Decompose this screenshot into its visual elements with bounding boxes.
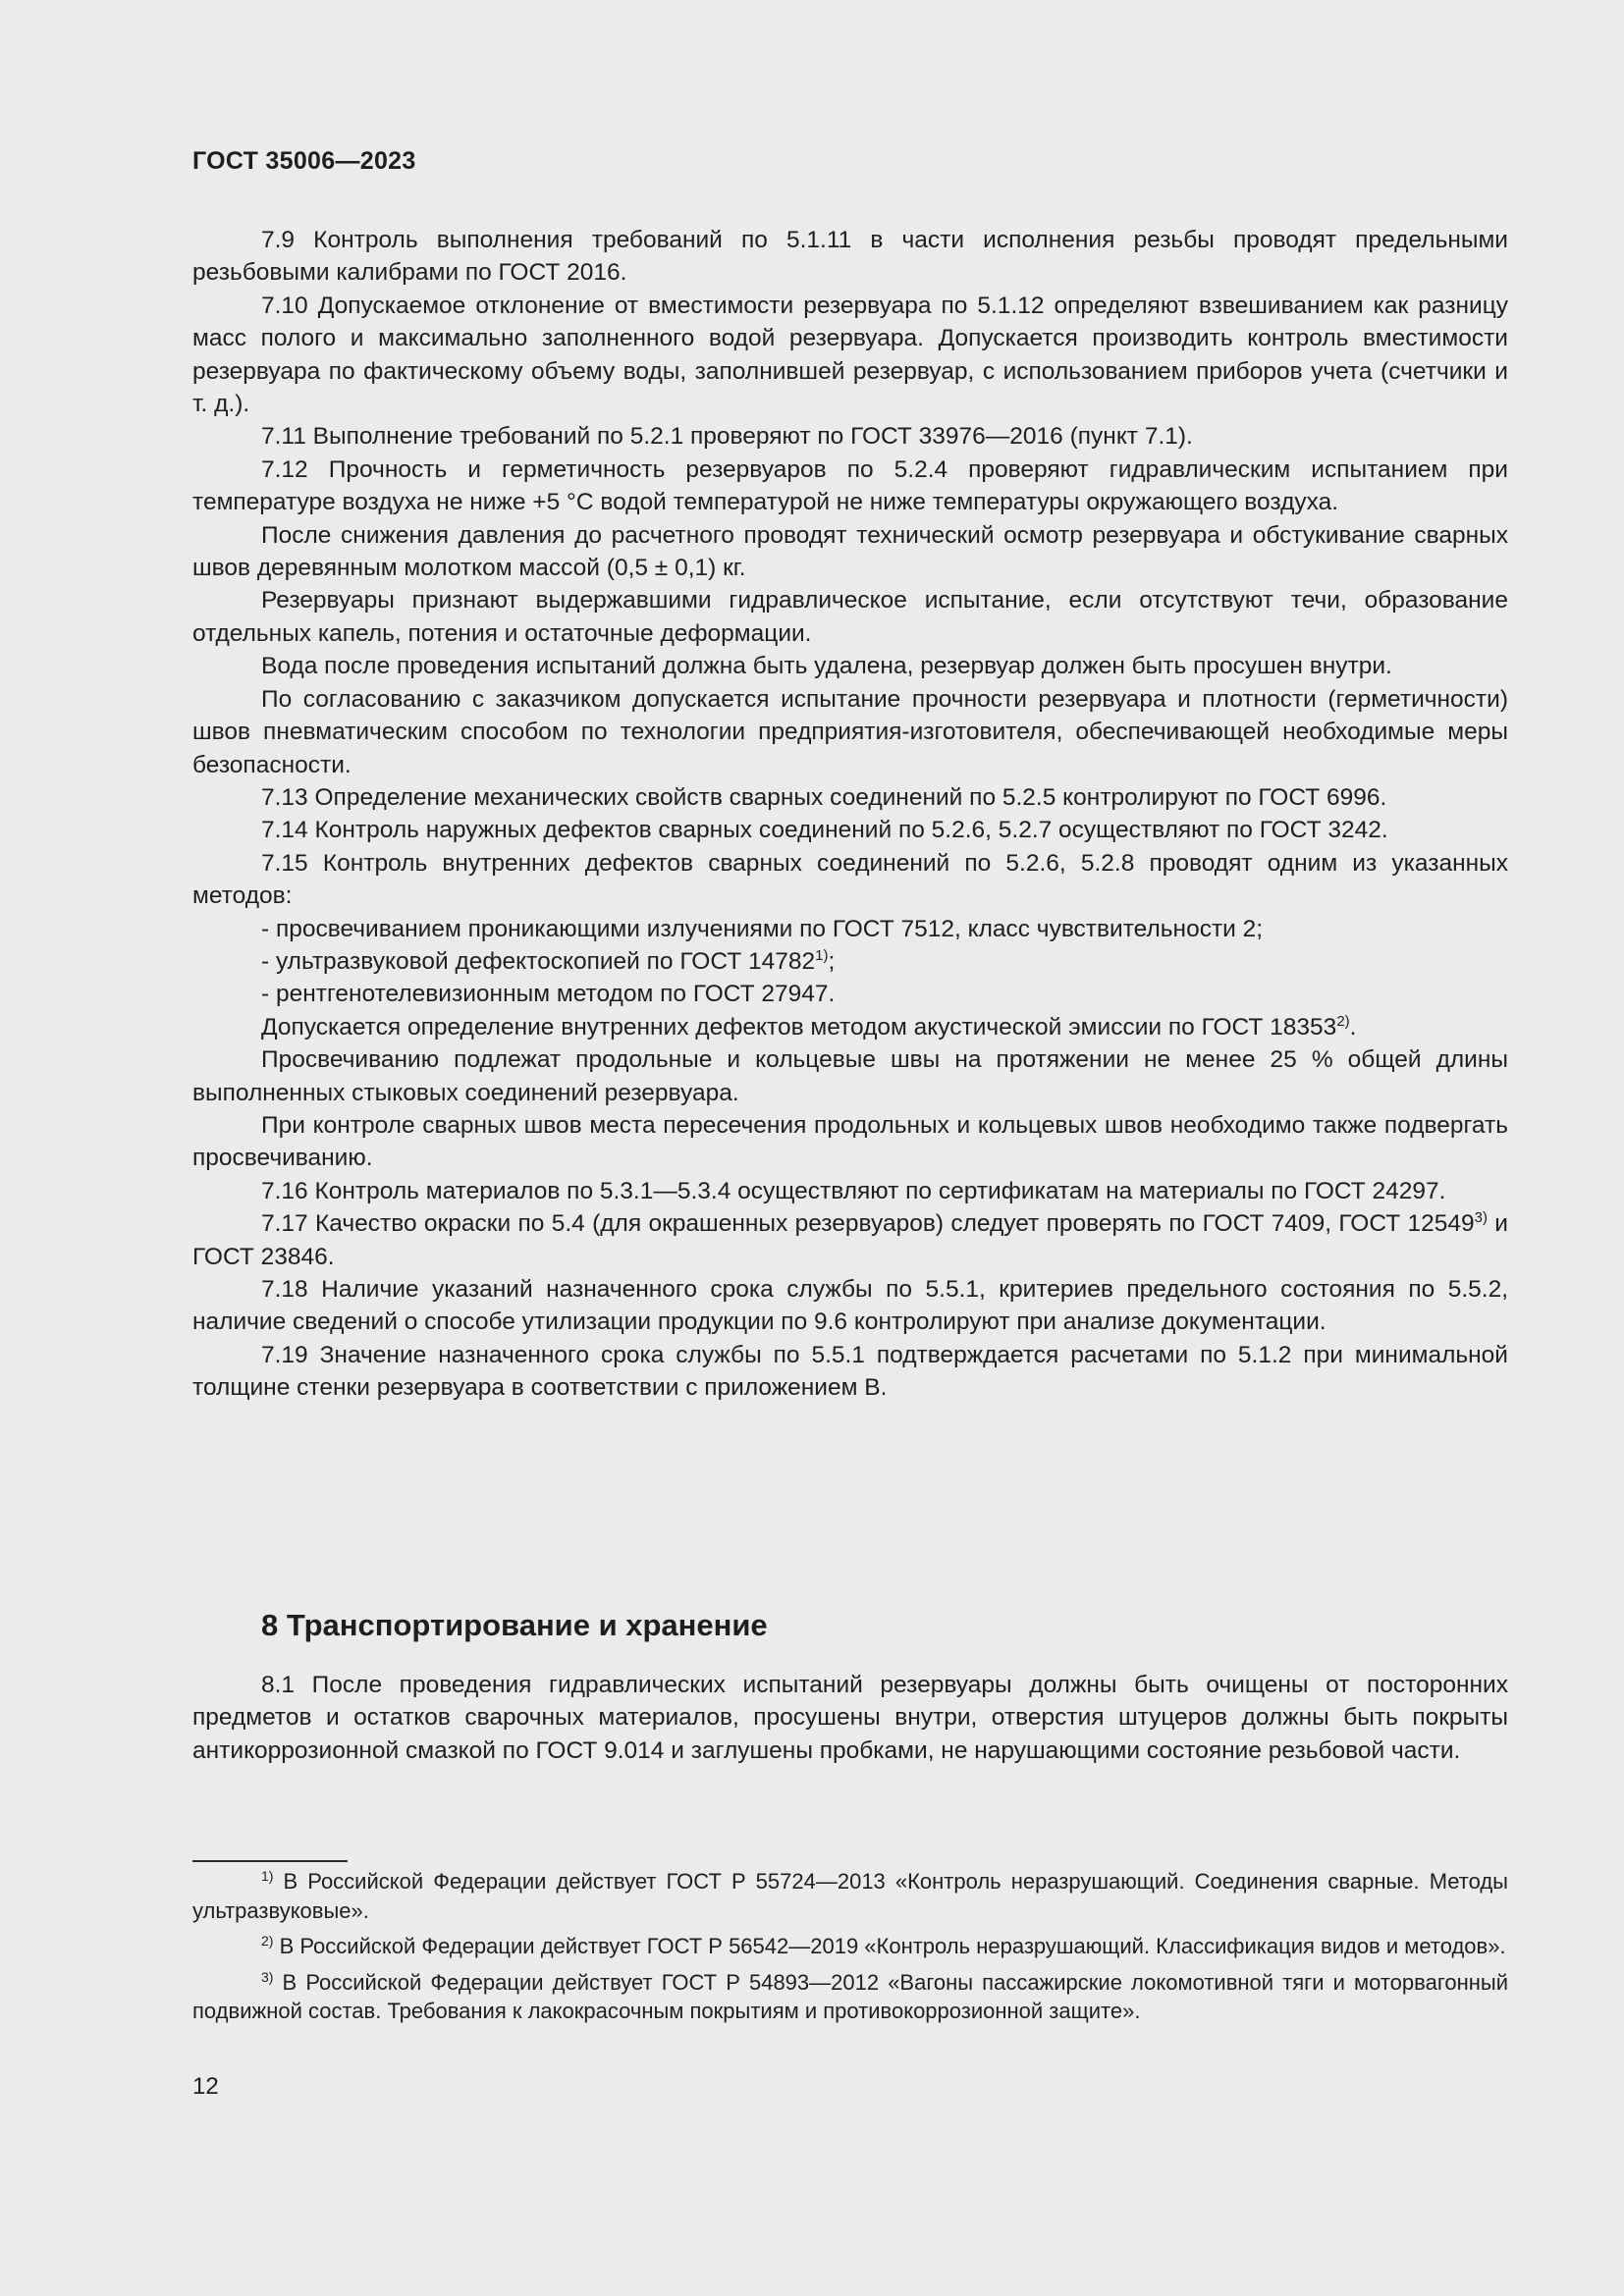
paragraph-7-14: 7.14 Контроль наружных дефектов сварных соединений по 5.2.6, 5.2.7 осуществляют по ГОСТ 3242. — [261, 817, 1388, 844]
paragraph-8-1: 8.1 После проведения гидравлических испытаний резервуары должны быть очищены от посторонних предметов и остатков сварочных материалов, просушены внутри, отверстия штуцеров должны быть покрыты антикоррозионной смазкой по ГОСТ 9.014 и заглушены пробками, не нарушающими состояние резьбовой части. — [192, 1672, 1508, 1764]
paragraph-7-9: 7.9 Контроль выполнения требований по 5.1.11 в части исполнения резьбы проводят предельными резьбовыми калибрами по ГОСТ 2016. — [192, 227, 1508, 287]
acoustic-tail: . — [1349, 1013, 1357, 1041]
acoustic-text: Допускается определение внутренних дефектов методом акустической эмиссии по ГОСТ 18353 — [261, 1013, 1337, 1041]
method-text: - рентгенотелевизионным методом по ГОСТ 27947. — [261, 981, 836, 1008]
section-7-body — [192, 224, 1508, 1405]
paragraph-7-13: 7.13 Определение механических свойств сварных соединений по 5.2.5 контролируют по ГОСТ 6996. — [261, 783, 1387, 811]
paragraph-test-passed: Резервуары признают выдержавшими гидравлическое испытание, если отсутствуют течи, образование отдельных капель, потения и остаточные деформации. — [192, 587, 1508, 647]
footnote-mark: 1) — [261, 1868, 274, 1884]
p717-tail: и ГОСТ 23846. — [192, 1210, 1508, 1270]
footnote-text: В Российской Федерации действует ГОСТ Р 55724—2013 «Контроль неразрушающий. Соединения сварные. Методы ультразвуковые». — [192, 1869, 1508, 1923]
method-list-item — [192, 978, 1508, 1010]
paragraph-pressure-inspection: После снижения давления до расчетного проводят технический осмотр резервуара и обстукивание сварных швов деревянным молотком массой (0,5 ± 0,1) кг. — [192, 521, 1508, 582]
paragraph-7-11: 7.11 Выполнение требований по 5.2.1 проверяют по ГОСТ 33976—2016 (пункт 7.1). — [261, 423, 1193, 451]
p717-text: 7.17 Качество окраски по 5.4 (для окрашенных резервуаров) следует проверять по ГОСТ 7409, ГОСТ 12549 — [261, 1210, 1475, 1238]
paragraph-7-16: 7.16 Контроль материалов по 5.3.1—5.3.4 осуществляют по сертификатам на материалы по ГОСТ 24297. — [261, 1177, 1446, 1204]
footnote-ref-1: 1) — [815, 946, 829, 964]
section-8-title: 8 Транспортирование и хранение — [261, 1608, 768, 1642]
footnote-text: В Российской Федерации действует ГОСТ Р 56542—2019 «Контроль неразрушающий. Классификация видов и методов». — [273, 1934, 1506, 1958]
footnotes — [192, 1867, 1508, 2033]
method-list-item — [192, 913, 1508, 945]
method-list-item — [192, 945, 1508, 978]
footnote-ref-3: 3) — [1474, 1209, 1488, 1227]
paragraph-radiography-extent: Просвечиванию подлежат продольные и кольцевые швы на протяжении не менее 25 % общей длины выполненных стыковых соединений резервуара. — [192, 1046, 1508, 1106]
footnote-ref-2: 2) — [1336, 1012, 1350, 1030]
document-code-header: ГОСТ 35006—2023 — [192, 147, 416, 175]
footnote-text: В Российской Федерации действует ГОСТ Р 54893—2012 «Вагоны пассажирские локомотивной тяги и моторвагонный подвижной состав. Требования к лакокрасочным покрытиям и противокоррозионной защите». — [192, 1969, 1508, 2023]
footnote-separator — [192, 1860, 348, 1862]
method-text: - ультразвуковой дефектоскопией по ГОСТ 14782 — [261, 947, 816, 975]
paragraph-7-17 — [192, 1207, 1508, 1273]
paragraph-acoustic-emission — [192, 1011, 1508, 1043]
footnote-2 — [192, 1932, 1508, 1961]
footnote-mark: 3) — [261, 1968, 274, 1985]
footnote-3 — [192, 1968, 1508, 2026]
paragraph-water-removal: Вода после проведения испытаний должна быть удалена, резервуар должен быть просушен внутри. — [261, 653, 1392, 680]
method-tail: ; — [828, 947, 836, 975]
footnote-1 — [192, 1867, 1508, 1925]
paragraph-pneumatic-test: По согласованию с заказчиком допускается испытание прочности резервуара и плотности (герметичности) швов пневматическим способом по технологии предприятия-изготовителя, обеспечивающей необходимые меры безопасности. — [192, 685, 1508, 778]
paragraph-7-19: 7.19 Значение назначенного срока службы по 5.5.1 подтверждается расчетами по 5.1.2 при минимальной толщине стенки резервуара в соответствии с приложением В. — [192, 1341, 1508, 1402]
paragraph-weld-intersections: При контроле сварных швов места пересечения продольных и кольцевых швов необходимо также подвергать просвечиванию. — [192, 1111, 1508, 1172]
page-number: 12 — [192, 2073, 219, 2100]
paragraph-7-10: 7.10 Допускаемое отклонение от вместимости резервуара по 5.1.12 определяют взвешиванием как разницу масс полого и максимально заполненного водой резервуара. Допускается производить контроль вместимости резервуара по фактическому объему воды, заполнившей резервуар, с использованием приборов учета (счетчики и т. д.). — [192, 292, 1508, 418]
paragraph-7-15: 7.15 Контроль внутренних дефектов сварных соединений по 5.2.6, 5.2.8 проводят одним из указанных методов: — [192, 849, 1508, 910]
paragraph-7-18: 7.18 Наличие указаний назначенного срока службы по 5.5.1, критериев предельного состояния по 5.5.2, наличие сведений о способе утилизации продукции по 9.6 контролируют при анализе документации. — [192, 1276, 1508, 1336]
method-text: - просвечиванием проникающими излучениями по ГОСТ 7512, класс чувствительности 2; — [261, 915, 1264, 942]
paragraph-7-12: 7.12 Прочность и герметичность резервуаров по 5.2.4 проверяют гидравлическим испытанием при температуре воздуха не ниже +5 °С водой температурой не ниже температуры окружающего воздуха. — [192, 455, 1508, 516]
section-8-body — [192, 1669, 1508, 1767]
footnote-mark: 2) — [261, 1933, 274, 1949]
